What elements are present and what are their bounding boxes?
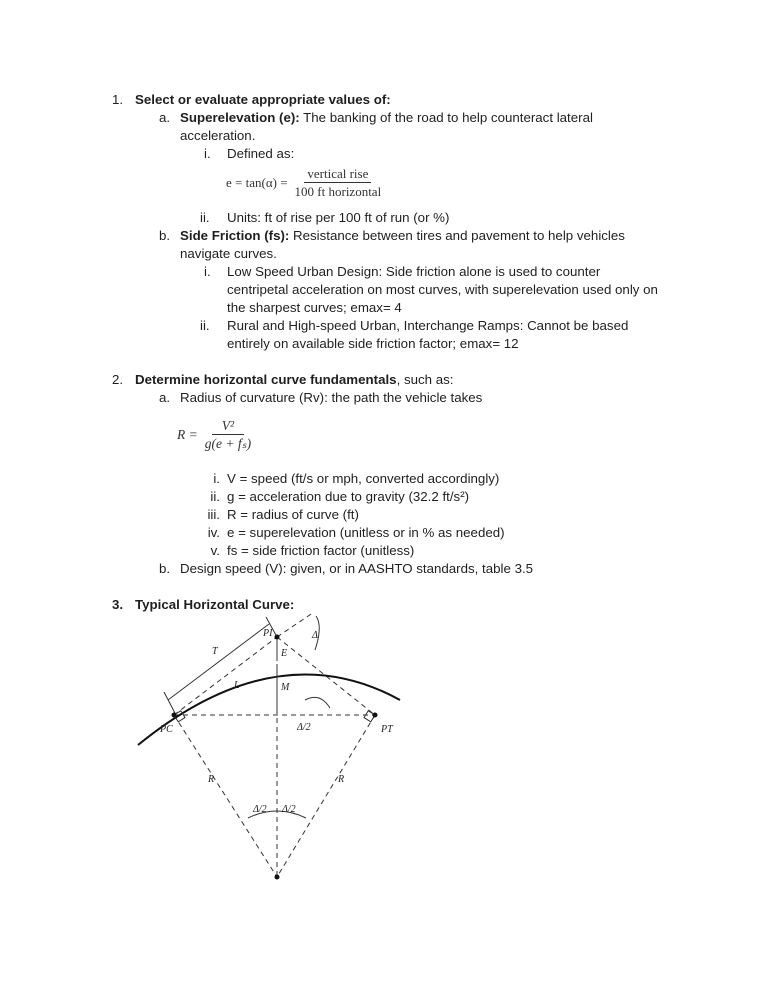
item-1b-side-friction bbox=[180, 227, 625, 245]
formula-fraction bbox=[292, 166, 385, 199]
item-2a-iv-text: e = superelevation (unitless or in % as needed) bbox=[227, 525, 505, 540]
item-1b-i-line2: centripetal acceleration on most curves, with superelevation used only on bbox=[227, 282, 658, 297]
label-l: L bbox=[234, 680, 240, 691]
item-2a-iii-text: R = radius of curve (ft) bbox=[227, 507, 359, 522]
radius-formula-lhs: R = bbox=[177, 426, 198, 442]
item-2a-iv-marker: iv. bbox=[207, 525, 220, 540]
item-1b-i-line3: the sharpest curves; emax= 4 bbox=[227, 300, 402, 315]
section-1-number: 1. bbox=[112, 92, 124, 107]
label-delta-half-chord: Δ/2 bbox=[297, 722, 311, 733]
radius-formula-denominator: g(e + fₛ) bbox=[204, 436, 252, 451]
item-2a-v-text: fs = side friction factor (unitless) bbox=[227, 543, 415, 558]
section-2-title-text: Determine horizontal curve fundamentals bbox=[135, 372, 397, 387]
label-r-right: R bbox=[338, 774, 345, 785]
item-1a-ii-marker: ii. bbox=[200, 210, 210, 225]
back-tangent-line bbox=[174, 637, 277, 715]
formula-denominator: 100 ft horizontal bbox=[294, 184, 382, 199]
center-point bbox=[275, 875, 280, 880]
label-t: T bbox=[212, 646, 218, 657]
item-2a-marker: a. bbox=[159, 390, 171, 405]
pc-point bbox=[172, 713, 177, 718]
side-friction-term: Side Friction (fs): bbox=[180, 228, 290, 243]
superelevation-formula bbox=[226, 166, 384, 199]
item-1b-ii-line1: Rural and High-speed Urban, Interchange Ramps: Cannot be based bbox=[227, 318, 629, 333]
item-1b-ii-marker: ii. bbox=[200, 318, 210, 333]
item-1a-ii-text: Units: ft of rise per 100 ft of run (or %) bbox=[227, 210, 450, 225]
item-1b-i-line1: Low Speed Urban Design: Side friction alone is used to counter bbox=[227, 264, 601, 279]
item-1b-ii-line2: entirely on available side friction factor; emax= 12 bbox=[227, 336, 519, 351]
label-pt: PT bbox=[381, 724, 393, 735]
item-1a-marker: a. bbox=[159, 110, 171, 125]
formula-lhs: e = tan(α) = bbox=[226, 174, 288, 190]
item-2a-ii-marker: ii. bbox=[210, 489, 220, 504]
horizontal-curve-diagram bbox=[130, 612, 420, 892]
side-friction-desc: Resistance between tires and pavement to help vehicles bbox=[289, 228, 625, 243]
item-1a-i-text: Defined as: bbox=[227, 146, 295, 161]
label-delta-half-right: Δ/2 bbox=[282, 804, 296, 815]
section-1-title-text: Select or evaluate appropriate values of: bbox=[135, 92, 391, 107]
pi-point bbox=[275, 635, 280, 640]
section-3-title-text: Typical Horizontal Curve: bbox=[135, 597, 295, 612]
label-pc: PC bbox=[160, 724, 173, 735]
item-1a-i-marker: i. bbox=[204, 146, 211, 161]
item-1b-line2: navigate curves. bbox=[180, 246, 277, 261]
item-2b-text: Design speed (V): given, or in AASHTO standards, table 3.5 bbox=[180, 561, 534, 576]
radius-formula-numerator: V² bbox=[212, 418, 244, 435]
superelevation-desc: The banking of the road to help counteract lateral bbox=[299, 110, 593, 125]
item-1b-marker: b. bbox=[159, 228, 171, 243]
section-3-number: 3. bbox=[112, 597, 124, 612]
curve-arc bbox=[138, 674, 400, 745]
label-delta-half-left: Δ/2 bbox=[253, 804, 267, 815]
radius-formula-fraction bbox=[202, 418, 254, 451]
item-1a-line2: acceleration. bbox=[180, 128, 256, 143]
label-r-left: R bbox=[208, 774, 215, 785]
formula-numerator: vertical rise bbox=[304, 166, 371, 183]
pt-point bbox=[373, 713, 378, 718]
label-pi: PI bbox=[263, 628, 273, 639]
section-2-title-suffix: , such as: bbox=[396, 372, 454, 387]
radius-formula bbox=[177, 418, 254, 451]
section-1-title bbox=[135, 91, 391, 109]
radius-right-line bbox=[277, 715, 375, 877]
item-2a-text: Radius of curvature (Rv): the path the vehicle takes bbox=[180, 390, 483, 405]
item-2a-i-text: V = speed (ft/s or mph, converted accordingly) bbox=[227, 471, 500, 486]
label-delta: Δ bbox=[312, 630, 318, 641]
item-1a-superelevation bbox=[180, 109, 593, 127]
label-e: E bbox=[281, 648, 288, 659]
item-2a-i-marker: i. bbox=[213, 471, 220, 486]
item-2b-marker: b. bbox=[159, 561, 171, 576]
radius-left-line bbox=[174, 715, 277, 877]
section-2-number: 2. bbox=[112, 372, 124, 387]
label-m: M bbox=[281, 682, 290, 693]
item-2a-ii-text: g = acceleration due to gravity (32.2 ft/s²) bbox=[227, 489, 470, 504]
item-2a-iii-marker: iii. bbox=[207, 507, 220, 522]
section-2-title bbox=[135, 371, 453, 389]
item-2a-v-marker: v. bbox=[210, 543, 220, 558]
item-1b-i-marker: i. bbox=[204, 264, 211, 279]
superelevation-term: Superelevation (e): bbox=[180, 110, 300, 125]
